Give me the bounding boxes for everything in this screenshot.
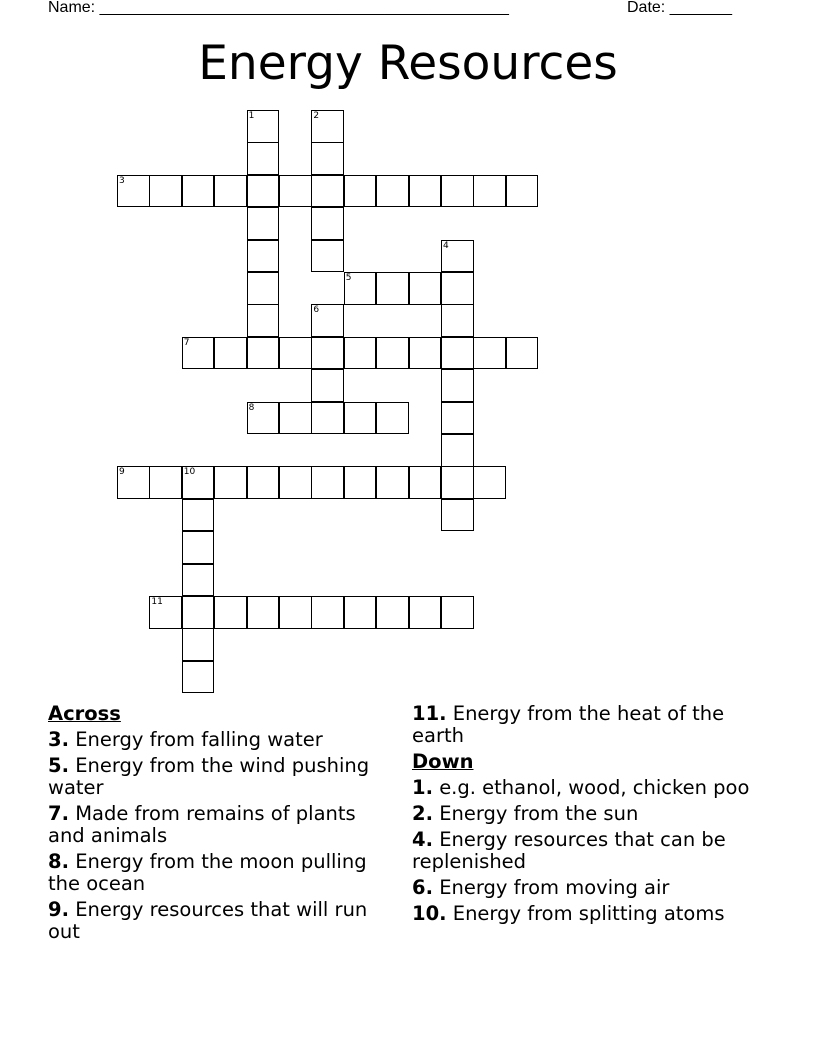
grid-cell[interactable]	[182, 596, 215, 629]
grid-cell[interactable]	[311, 142, 344, 175]
cell-number: 1	[248, 111, 255, 121]
grid-cell[interactable]	[376, 272, 409, 305]
grid-cell[interactable]	[182, 661, 215, 694]
grid-cell[interactable]	[247, 272, 280, 305]
grid-cell[interactable]	[441, 499, 474, 532]
clue-text: Energy from moving air	[439, 876, 670, 899]
name-field[interactable]: Name: ______________________________________________	[48, 0, 509, 16]
grid-cell[interactable]	[441, 240, 474, 273]
grid-cell[interactable]	[344, 175, 377, 208]
clue-number: 5.	[48, 754, 69, 777]
clue-number: 4.	[412, 828, 433, 851]
grid-cell[interactable]	[376, 337, 409, 370]
clue-text: Energy from the wind pushing water	[48, 754, 370, 799]
grid-cell[interactable]	[344, 596, 377, 629]
grid-cell[interactable]	[311, 369, 344, 402]
grid-cell[interactable]	[311, 402, 344, 435]
grid-cell[interactable]	[441, 466, 474, 499]
across-clue-3	[48, 729, 388, 751]
grid-cell[interactable]	[214, 596, 247, 629]
grid-cell[interactable]	[182, 175, 215, 208]
grid-cell[interactable]	[182, 466, 215, 499]
grid-cell[interactable]	[473, 466, 506, 499]
grid-cell[interactable]	[376, 402, 409, 435]
down-clue-1	[412, 777, 762, 799]
grid-cell[interactable]	[344, 337, 377, 370]
cell-number: 3	[119, 175, 125, 186]
grid-cell[interactable]	[311, 337, 344, 370]
grid-cell[interactable]	[247, 337, 280, 370]
grid-cell[interactable]	[149, 596, 182, 629]
grid-cell[interactable]	[311, 207, 344, 240]
down-clue-10	[412, 903, 762, 925]
clue-text: Made from remains of plants and animals	[48, 802, 356, 847]
grid-cell[interactable]	[279, 337, 312, 370]
grid-cell[interactable]	[247, 142, 280, 175]
across-clue-9	[48, 899, 388, 943]
grid-cell[interactable]	[149, 175, 182, 208]
grid-cell[interactable]	[441, 304, 474, 337]
cell-number: 6	[313, 305, 320, 316]
grid-cell[interactable]	[214, 337, 247, 370]
down-clue-6	[412, 877, 762, 899]
clue-number: 8.	[48, 850, 69, 873]
grid-cell[interactable]	[311, 175, 344, 208]
grid-cell[interactable]	[117, 175, 150, 208]
grid-cell[interactable]	[441, 337, 474, 370]
clue-text: Energy resources that will run out	[48, 898, 368, 943]
down-clue-4	[412, 829, 762, 873]
clue-number: 3.	[48, 728, 69, 751]
grid-cell[interactable]	[247, 304, 280, 337]
grid-cell[interactable]	[344, 272, 377, 305]
grid-cell[interactable]	[182, 499, 215, 532]
page-title: Energy Resources	[198, 36, 618, 91]
clue-number: 11.	[412, 702, 447, 725]
grid-cell[interactable]	[247, 240, 280, 273]
down-clue-2	[412, 803, 762, 825]
grid-cell[interactable]	[441, 402, 474, 435]
grid-cell[interactable]	[409, 272, 442, 305]
clue-number: 7.	[48, 802, 69, 825]
grid-cell[interactable]	[473, 175, 506, 208]
clue-text: e.g. ethanol, wood, chicken poo	[439, 776, 750, 799]
clue-text: Energy from the heat of the earth	[412, 702, 725, 747]
clue-text: Energy resources that can be replenished	[412, 828, 726, 873]
grid-cell[interactable]	[473, 337, 506, 370]
grid-cell[interactable]	[182, 628, 215, 661]
cell-number: 5	[345, 273, 352, 283]
grid-cell[interactable]	[344, 402, 377, 435]
clue-text: Energy from the moon pulling the ocean	[48, 850, 367, 895]
clue-number: 6.	[412, 876, 433, 899]
cell-number: 8	[248, 402, 255, 413]
grid-cell[interactable]	[409, 175, 442, 208]
down-heading: Down	[412, 750, 474, 773]
grid-cell[interactable]	[279, 466, 312, 499]
grid-cell[interactable]	[441, 272, 474, 305]
grid-cell[interactable]	[117, 466, 150, 499]
grid-cell[interactable]	[279, 596, 312, 629]
grid-cell[interactable]	[441, 369, 474, 402]
cell-number: 4	[443, 240, 449, 251]
cell-number: 7	[183, 337, 190, 348]
grid-cell[interactable]	[182, 531, 215, 564]
grid-cell[interactable]	[311, 240, 344, 273]
grid-cell[interactable]	[311, 110, 344, 143]
grid-cell[interactable]	[441, 434, 474, 467]
grid-cell[interactable]	[149, 466, 182, 499]
grid-cell[interactable]	[247, 175, 280, 208]
grid-cell[interactable]	[344, 466, 377, 499]
cell-number: 10	[183, 467, 196, 478]
grid-cell[interactable]	[409, 466, 442, 499]
grid-cell[interactable]	[247, 110, 280, 143]
clue-number: 2.	[412, 802, 433, 825]
grid-cell[interactable]	[247, 466, 280, 499]
grid-cell[interactable]	[214, 466, 247, 499]
grid-cell[interactable]	[311, 596, 344, 629]
across-clue-7	[48, 803, 388, 847]
across-heading: Across	[48, 702, 121, 725]
across-clue-8	[48, 851, 388, 895]
date-field[interactable]: Date: _______	[627, 0, 732, 16]
across-clue-5	[48, 755, 388, 799]
grid-cell[interactable]	[311, 304, 344, 337]
grid-cell[interactable]	[279, 175, 312, 208]
clue-text: Energy from falling water	[75, 728, 323, 751]
cell-number: 2	[313, 111, 320, 121]
clues-left-column	[48, 700, 388, 947]
grid-cell[interactable]	[506, 337, 539, 370]
grid-cell[interactable]	[376, 596, 409, 629]
grid-cell[interactable]	[214, 175, 247, 208]
grid-cell[interactable]	[409, 337, 442, 370]
cell-number: 11	[151, 597, 163, 607]
clue-number: 1.	[412, 776, 433, 799]
across-clue-11	[412, 703, 762, 747]
grid-cell[interactable]	[279, 402, 312, 435]
grid-cell[interactable]	[376, 175, 409, 208]
grid-cell[interactable]	[441, 596, 474, 629]
grid-cell[interactable]	[182, 337, 215, 370]
grid-cell[interactable]	[182, 564, 215, 597]
grid-cell[interactable]	[247, 596, 280, 629]
cell-number: 9	[119, 467, 125, 478]
grid-cell[interactable]	[247, 207, 280, 240]
grid-cell[interactable]	[441, 175, 474, 208]
grid-cell[interactable]	[376, 466, 409, 499]
clue-text: Energy from the sun	[439, 802, 639, 825]
grid-cell[interactable]	[311, 466, 344, 499]
clue-number: 9.	[48, 898, 69, 921]
clue-text: Energy from splitting atoms	[452, 902, 725, 925]
clues-right-column	[412, 700, 762, 929]
clue-number: 10.	[412, 902, 447, 925]
grid-cell[interactable]	[409, 596, 442, 629]
grid-cell[interactable]	[506, 175, 539, 208]
grid-cell[interactable]	[247, 402, 280, 435]
